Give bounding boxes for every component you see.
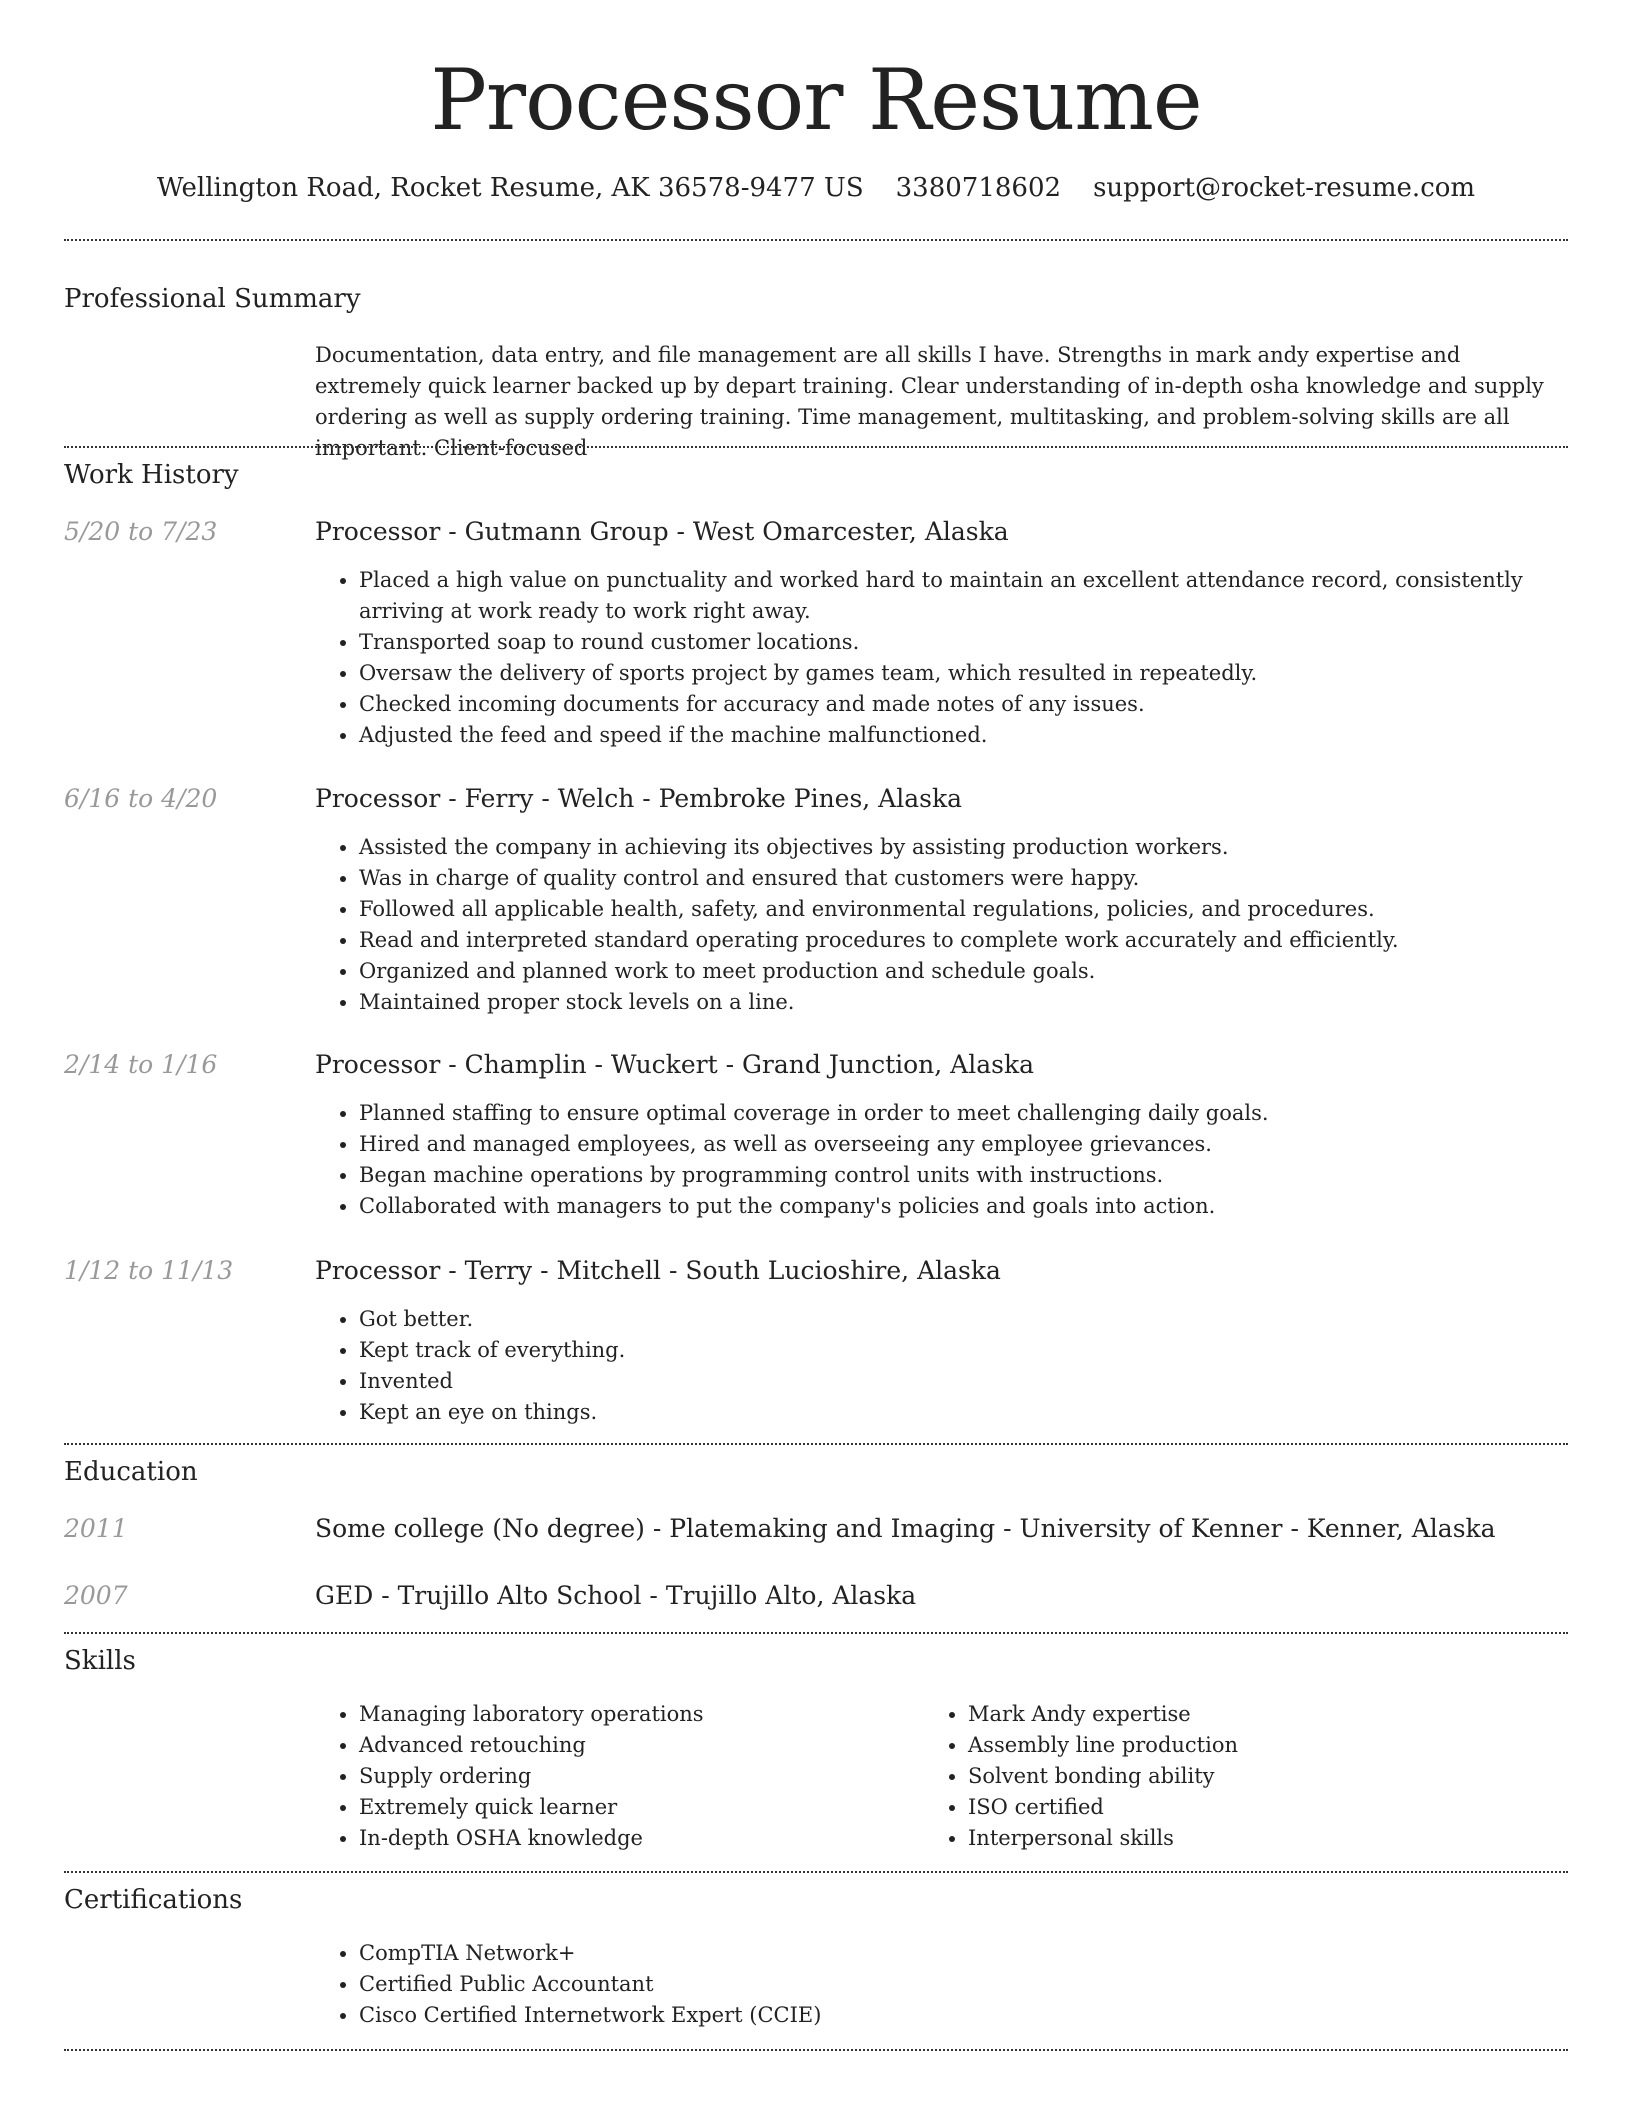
address: Wellington Road, Rocket Resume, AK 36578-9477 US xyxy=(156,173,864,203)
job-bullets xyxy=(315,832,1570,1018)
section-title-work-history: Work History xyxy=(64,460,239,490)
section-title-skills: Skills xyxy=(64,1646,136,1676)
section-title-certifications: Certifications xyxy=(64,1885,243,1915)
list-item: • Advanced retouching xyxy=(359,1730,915,1761)
skills-list-left xyxy=(315,1699,915,1854)
list-item: • Read and interpreted standard operating procedures to complete work accurately and efficiently. xyxy=(359,925,1570,956)
section-title-summary: Professional Summary xyxy=(64,284,361,314)
skills-list-right xyxy=(924,1699,1564,1854)
list-item: • Managing laboratory operations xyxy=(359,1699,915,1730)
divider xyxy=(64,1632,1568,1634)
divider xyxy=(64,2049,1568,2051)
divider xyxy=(64,1871,1568,1873)
list-item: • Cisco Certified Internetwork Expert (CCIE) xyxy=(359,2000,1570,2031)
job-bullets xyxy=(315,1098,1570,1222)
list-item: • Kept an eye on things. xyxy=(359,1397,1570,1428)
page-title: Processor Resume xyxy=(430,51,1202,149)
education-year: 2011 xyxy=(64,1514,128,1543)
divider xyxy=(64,446,1568,448)
job-dates: 2/14 to 1/16 xyxy=(64,1050,218,1079)
summary-text: Documentation, data entry, and file management are all skills I have. Strengths in mark andy expertise and extremely quick learner backed up by depart training. Clear understanding of in-depth osha knowledge and supply ordering as well as supply ordering training. Time management, multitasking, and problem-solving skills are all important. Client-focused xyxy=(315,343,1544,460)
list-item: • Began machine operations by programming control units with instructions. xyxy=(359,1160,1570,1191)
divider xyxy=(64,239,1568,241)
list-item: • Adjusted the feed and speed if the machine malfunctioned. xyxy=(359,720,1570,751)
list-item: • Transported soap to round customer locations. xyxy=(359,627,1570,658)
job-dates: 6/16 to 4/20 xyxy=(64,784,218,813)
job-title: Processor - Champlin - Wuckert - Grand Junction, Alaska xyxy=(315,1050,1034,1079)
job-bullets xyxy=(315,565,1570,751)
job-title: Processor - Ferry - Welch - Pembroke Pines, Alaska xyxy=(315,784,963,813)
list-item: • Collaborated with managers to put the company's policies and goals into action. xyxy=(359,1191,1570,1222)
list-item: • Supply ordering xyxy=(359,1761,915,1792)
list-item: • Invented xyxy=(359,1366,1570,1397)
certifications-list xyxy=(315,1938,1570,2031)
list-item: • Oversaw the delivery of sports project by games team, which resulted in repeatedly. xyxy=(359,658,1570,689)
list-item: • CompTIA Network+ xyxy=(359,1938,1570,1969)
section-title-education: Education xyxy=(64,1457,198,1487)
job-title: Processor - Terry - Mitchell - South Lucioshire, Alaska xyxy=(315,1256,1001,1285)
education-year: 2007 xyxy=(64,1581,128,1610)
list-item: • In-depth OSHA knowledge xyxy=(359,1823,915,1854)
divider xyxy=(64,1443,1568,1445)
job-dates: 1/12 to 11/13 xyxy=(64,1256,234,1285)
job-dates: 5/20 to 7/23 xyxy=(64,517,218,546)
list-item: • Planned staffing to ensure optimal coverage in order to meet challenging daily goals. xyxy=(359,1098,1570,1129)
list-item: • Maintained proper stock levels on a line. xyxy=(359,987,1570,1018)
list-item: • Followed all applicable health, safety, and environmental regulations, policies, and procedures. xyxy=(359,894,1570,925)
list-item: • Organized and planned work to meet production and schedule goals. xyxy=(359,956,1570,987)
list-item: • Certified Public Accountant xyxy=(359,1969,1570,2000)
job-bullets xyxy=(315,1304,1570,1428)
list-item: • Mark Andy expertise xyxy=(968,1699,1564,1730)
list-item: • Was in charge of quality control and ensured that customers were happy. xyxy=(359,863,1570,894)
list-item: • Checked incoming documents for accuracy and made notes of any issues. xyxy=(359,689,1570,720)
list-item: • Hired and managed employees, as well as overseeing any employee grievances. xyxy=(359,1129,1570,1160)
list-item: • Assembly line production xyxy=(968,1730,1564,1761)
education-detail: Some college (No degree) - Platemaking and Imaging - University of Kenner - Kenner, Alaska xyxy=(315,1514,1496,1543)
job-title: Processor - Gutmann Group - West Omarcester, Alaska xyxy=(315,517,1009,546)
list-item: • Assisted the company in achieving its objectives by assisting production workers. xyxy=(359,832,1570,863)
education-detail: GED - Trujillo Alto School - Trujillo Alto, Alaska xyxy=(315,1581,917,1610)
list-item: • ISO certified xyxy=(968,1792,1564,1823)
list-item: • Solvent bonding ability xyxy=(968,1761,1564,1792)
contact-line xyxy=(0,170,1632,206)
email: support@rocket-resume.com xyxy=(1093,173,1476,203)
list-item: • Extremely quick learner xyxy=(359,1792,915,1823)
list-item: • Interpersonal skills xyxy=(968,1823,1564,1854)
list-item: • Kept track of everything. xyxy=(359,1335,1570,1366)
phone: 3380718602 xyxy=(895,173,1062,203)
list-item: • Placed a high value on punctuality and worked hard to maintain an excellent attendance record, consistently arriving at work ready to work right away. xyxy=(359,565,1570,627)
list-item: • Got better. xyxy=(359,1304,1570,1335)
